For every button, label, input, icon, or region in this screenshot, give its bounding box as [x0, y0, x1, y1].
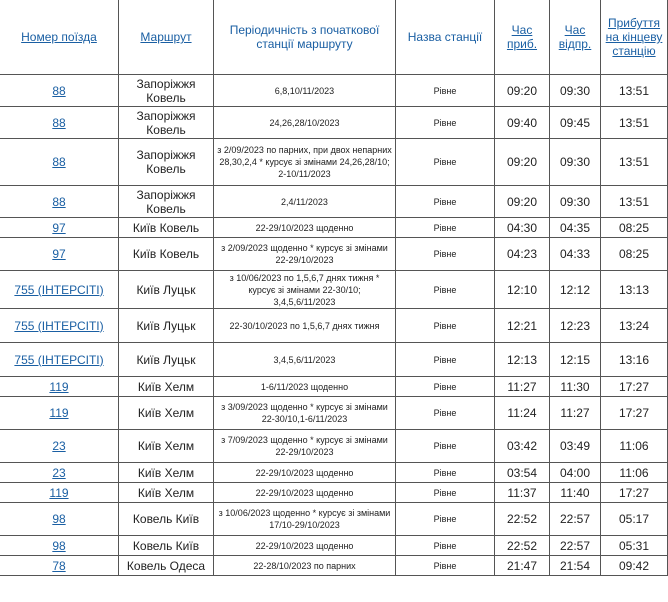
table-row — [0, 186, 668, 218]
end-arrival-cell: 13:16 — [601, 343, 668, 377]
departure-time-cell: 04:33 — [550, 238, 601, 271]
col-header-train[interactable]: Номер поїзда — [0, 0, 119, 75]
end-arrival-cell: 17:27 — [601, 397, 668, 430]
end-arrival-cell: 05:31 — [601, 536, 668, 556]
table-row — [0, 238, 668, 271]
end-arrival-cell: 17:27 — [601, 483, 668, 503]
arrival-time-cell: 21:47 — [495, 556, 550, 576]
arrival-time-cell: 11:37 — [495, 483, 550, 503]
arrival-time-cell: 12:21 — [495, 309, 550, 343]
train-number-link[interactable]: 97 — [52, 220, 66, 235]
route-cell: Київ Луцьк — [119, 309, 214, 343]
train-number-cell — [0, 503, 119, 536]
periodicity-cell: 3,4,5,6/11/2023 — [214, 343, 396, 377]
train-number-cell — [0, 377, 119, 397]
table-row — [0, 463, 668, 483]
end-arrival-cell: 11:06 — [601, 463, 668, 483]
station-cell: Рівне — [396, 343, 495, 377]
train-number-cell — [0, 218, 119, 238]
train-number-link[interactable]: 78 — [52, 558, 66, 573]
route-cell: Київ Хелм — [119, 483, 214, 503]
departure-time-cell: 03:49 — [550, 430, 601, 463]
end-arrival-cell: 08:25 — [601, 238, 668, 271]
station-cell: Рівне — [396, 218, 495, 238]
table-row — [0, 503, 668, 536]
arrival-time-cell: 12:10 — [495, 271, 550, 309]
train-number-cell — [0, 238, 119, 271]
arrival-time-cell: 04:23 — [495, 238, 550, 271]
periodicity-cell: з 2/09/2023 по парних, при двох непарних 28,30,2,4 * курсує зі змінами 24,26,28/10; 2-10/11/2023 — [214, 139, 396, 186]
station-cell: Рівне — [396, 463, 495, 483]
route-cell: Київ Ковель — [119, 218, 214, 238]
departure-time-cell: 09:30 — [550, 75, 601, 107]
table-row — [0, 271, 668, 309]
route-cell: Запоріжжя Ковель — [119, 107, 214, 139]
end-arrival-cell: 13:13 — [601, 271, 668, 309]
train-number-link[interactable]: 755 (ІНТЕРСІТІ) — [14, 318, 104, 333]
train-number-cell — [0, 430, 119, 463]
end-arrival-cell: 13:51 — [601, 75, 668, 107]
train-number-link[interactable]: 119 — [49, 379, 69, 394]
departure-time-cell: 12:15 — [550, 343, 601, 377]
table-row — [0, 536, 668, 556]
train-number-cell — [0, 483, 119, 503]
station-cell: Рівне — [396, 238, 495, 271]
train-number-cell — [0, 309, 119, 343]
periodicity-cell: 22-30/10/2023 по 1,5,6,7 днях тижня — [214, 309, 396, 343]
arrival-time-cell: 12:13 — [495, 343, 550, 377]
train-number-link[interactable]: 755 (ІНТЕРСІТІ) — [14, 352, 104, 367]
col-header-end-arrival[interactable]: Прибуття на кінцеву станцію — [601, 0, 668, 75]
train-number-link[interactable]: 88 — [52, 155, 66, 169]
train-number-link[interactable]: 97 — [52, 247, 66, 261]
departure-time-cell: 22:57 — [550, 503, 601, 536]
arrival-time-cell: 03:42 — [495, 430, 550, 463]
table-row — [0, 377, 668, 397]
col-header-station: Назва станції — [396, 0, 495, 75]
periodicity-cell: з 3/09/2023 щоденно * курсує зі змінами 22-30/10,1-6/11/2023 — [214, 397, 396, 430]
end-arrival-cell: 05:17 — [601, 503, 668, 536]
departure-time-cell: 12:12 — [550, 271, 601, 309]
periodicity-cell: 1-6/11/2023 щоденно — [214, 377, 396, 397]
station-cell: Рівне — [396, 397, 495, 430]
arrival-time-cell: 09:40 — [495, 107, 550, 139]
route-cell: Київ Хелм — [119, 430, 214, 463]
station-cell: Рівне — [396, 556, 495, 576]
end-arrival-cell: 09:42 — [601, 556, 668, 576]
periodicity-cell: 22-28/10/2023 по парних — [214, 556, 396, 576]
periodicity-cell: 24,26,28/10/2023 — [214, 107, 396, 139]
table-row — [0, 309, 668, 343]
train-number-link[interactable]: 23 — [52, 465, 66, 480]
route-cell: Київ Луцьк — [119, 271, 214, 309]
departure-time-cell: 11:40 — [550, 483, 601, 503]
arrival-time-cell: 03:54 — [495, 463, 550, 483]
departure-time-cell: 04:00 — [550, 463, 601, 483]
train-number-link[interactable]: 119 — [49, 485, 69, 500]
route-cell: Київ Хелм — [119, 463, 214, 483]
train-number-cell — [0, 75, 119, 107]
departure-time-cell: 09:45 — [550, 107, 601, 139]
route-cell: Ковель Київ — [119, 536, 214, 556]
train-number-cell — [0, 343, 119, 377]
periodicity-cell: з 10/06/2023 по 1,5,6,7 днях тижня * курсує зі змінами 22-30/10; 3,4,5,6/11/2023 — [214, 271, 396, 309]
route-cell: Київ Ковель — [119, 238, 214, 271]
departure-time-cell: 04:35 — [550, 218, 601, 238]
train-number-cell — [0, 536, 119, 556]
station-cell: Рівне — [396, 430, 495, 463]
train-number-cell — [0, 271, 119, 309]
table-row — [0, 218, 668, 238]
end-arrival-cell: 11:06 — [601, 430, 668, 463]
route-cell: Запоріжжя Ковель — [119, 139, 214, 186]
train-number-cell — [0, 186, 119, 218]
table-row — [0, 107, 668, 139]
periodicity-cell: з 2/09/2023 щоденно * курсує зі змінами 22-29/10/2023 — [214, 238, 396, 271]
train-number-cell — [0, 139, 119, 186]
train-number-link[interactable]: 23 — [52, 439, 66, 453]
departure-time-cell: 11:30 — [550, 377, 601, 397]
table-row — [0, 75, 668, 107]
departure-time-cell: 12:23 — [550, 309, 601, 343]
route-cell: Київ Луцьк — [119, 343, 214, 377]
periodicity-cell: 2,4/11/2023 — [214, 186, 396, 218]
station-cell: Рівне — [396, 483, 495, 503]
col-header-arrival[interactable]: Час приб. — [495, 0, 550, 75]
train-number-link[interactable]: 755 (ІНТЕРСІТІ) — [14, 282, 104, 297]
train-number-link[interactable]: 98 — [52, 538, 66, 553]
station-cell: Рівне — [396, 271, 495, 309]
departure-time-cell: 21:54 — [550, 556, 601, 576]
periodicity-cell: 22-29/10/2023 щоденно — [214, 218, 396, 238]
periodicity-cell: з 10/06/2023 щоденно * курсує зі змінами 17/10-29/10/2023 — [214, 503, 396, 536]
periodicity-cell: 22-29/10/2023 щоденно — [214, 483, 396, 503]
train-number-link[interactable]: 88 — [52, 83, 66, 98]
periodicity-cell: 6,8,10/11/2023 — [214, 75, 396, 107]
route-cell: Київ Хелм — [119, 397, 214, 430]
route-cell: Ковель Київ — [119, 503, 214, 536]
col-header-period: Періодичність з початкової станції маршруту — [214, 0, 396, 75]
station-cell: Рівне — [396, 139, 495, 186]
departure-time-cell: 11:27 — [550, 397, 601, 430]
train-number-cell — [0, 556, 119, 576]
station-cell: Рівне — [396, 309, 495, 343]
arrival-time-cell: 09:20 — [495, 139, 550, 186]
col-header-departure[interactable]: Час відпр. — [550, 0, 601, 75]
table-row — [0, 556, 668, 576]
train-number-link[interactable]: 88 — [52, 115, 66, 130]
train-number-link[interactable]: 98 — [52, 512, 66, 526]
departure-time-cell: 09:30 — [550, 139, 601, 186]
end-arrival-cell: 17:27 — [601, 377, 668, 397]
station-cell: Рівне — [396, 75, 495, 107]
end-arrival-cell: 13:51 — [601, 107, 668, 139]
train-number-cell — [0, 107, 119, 139]
table-row — [0, 343, 668, 377]
route-cell: Ковель Одеса — [119, 556, 214, 576]
table-row — [0, 483, 668, 503]
arrival-time-cell: 11:24 — [495, 397, 550, 430]
train-number-link[interactable]: 88 — [52, 194, 66, 209]
end-arrival-cell: 13:51 — [601, 139, 668, 186]
train-number-cell — [0, 463, 119, 483]
station-cell: Рівне — [396, 377, 495, 397]
departure-time-cell: 09:30 — [550, 186, 601, 218]
arrival-time-cell: 22:52 — [495, 503, 550, 536]
route-cell: Запоріжжя Ковель — [119, 186, 214, 218]
table-row — [0, 139, 668, 186]
table-row — [0, 430, 668, 463]
route-cell: Київ Хелм — [119, 377, 214, 397]
departure-time-cell: 22:57 — [550, 536, 601, 556]
station-cell: Рівне — [396, 503, 495, 536]
end-arrival-cell: 13:51 — [601, 186, 668, 218]
arrival-time-cell: 09:20 — [495, 186, 550, 218]
end-arrival-cell: 13:24 — [601, 309, 668, 343]
station-cell: Рівне — [396, 186, 495, 218]
train-number-link[interactable]: 119 — [49, 406, 69, 420]
periodicity-cell: з 7/09/2023 щоденно * курсує зі змінами 22-29/10/2023 — [214, 430, 396, 463]
arrival-time-cell: 09:20 — [495, 75, 550, 107]
station-cell: Рівне — [396, 107, 495, 139]
arrival-time-cell: 11:27 — [495, 377, 550, 397]
route-cell: Запоріжжя Ковель — [119, 75, 214, 107]
periodicity-cell: 22-29/10/2023 щоденно — [214, 536, 396, 556]
end-arrival-cell: 08:25 — [601, 218, 668, 238]
periodicity-cell: 22-29/10/2023 щоденно — [214, 463, 396, 483]
station-cell: Рівне — [396, 536, 495, 556]
train-number-cell — [0, 397, 119, 430]
header-row — [0, 0, 668, 75]
table-row — [0, 397, 668, 430]
arrival-time-cell: 04:30 — [495, 218, 550, 238]
arrival-time-cell: 22:52 — [495, 536, 550, 556]
col-header-route[interactable]: Маршрут — [119, 0, 214, 75]
